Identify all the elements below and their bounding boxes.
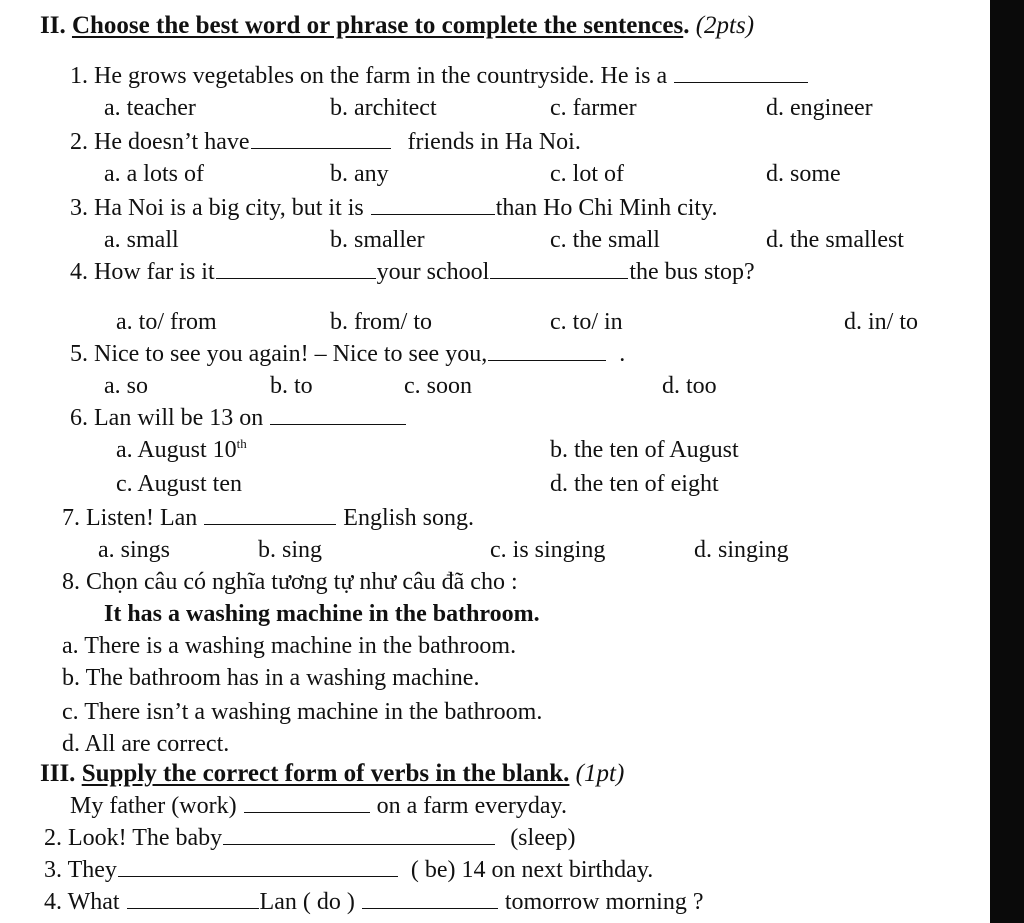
verb-item-1-pre: My father (work) xyxy=(70,793,237,819)
answer-blank xyxy=(223,826,495,845)
question-7-post: English song. xyxy=(343,505,474,531)
verb-item-1-post: on a farm everyday. xyxy=(376,793,567,819)
question-3-pre: 3. Ha Noi is a big city, but it is xyxy=(70,195,364,221)
right-edge-border xyxy=(990,0,1024,923)
q6-option-d: d. the ten of eight xyxy=(550,471,719,497)
question-4-post: the bus stop? xyxy=(629,259,755,285)
q7-option-b: b. sing xyxy=(258,537,323,563)
question-8-stem: 8. Chọn câu có nghĩa tương tự như câu đã cho : xyxy=(62,569,518,595)
answer-blank xyxy=(488,342,606,361)
verb-item-3-post: ( be) 14 on next birthday. xyxy=(410,857,654,883)
q5-option-b: b. to xyxy=(270,373,313,399)
q6-option-a xyxy=(116,436,247,464)
q2-option-c: c. lot of xyxy=(550,161,624,187)
section-2-title: Choose the best word or phrase to complete the sentences xyxy=(71,12,684,39)
question-3-post: than Ho Chi Minh city. xyxy=(495,195,718,221)
q8-option-a: a. There is a washing machine in the bathroom. xyxy=(62,633,517,659)
q7-option-a: a. sings xyxy=(98,537,170,563)
q1-option-d: d. engineer xyxy=(766,95,873,121)
answer-blank xyxy=(216,260,376,279)
question-5 xyxy=(70,340,625,368)
q5-option-c: c. soon xyxy=(404,373,472,399)
answer-blank xyxy=(204,506,336,525)
q2-option-d: d. some xyxy=(766,161,841,187)
question-7 xyxy=(62,504,474,532)
q3-option-c: c. the small xyxy=(550,227,660,253)
question-6-stem: 6. Lan will be 13 on xyxy=(70,405,264,431)
question-2-post: friends in Ha Noi. xyxy=(407,129,581,155)
verb-item-3-pre: 3. They xyxy=(44,857,117,883)
answer-blank xyxy=(270,406,406,425)
q8-option-c: c. There isn’t a washing machine in the bathroom. xyxy=(62,699,543,725)
q3-option-a: a. small xyxy=(104,227,179,253)
question-8-given-sentence: It has a washing machine in the bathroom. xyxy=(104,601,540,627)
section-3-numeral: III. xyxy=(40,760,76,787)
q7-option-c: c. is singing xyxy=(490,537,606,563)
section-3-title: Supply the correct form of verbs in the blank. xyxy=(81,760,570,787)
answer-blank xyxy=(127,890,259,909)
verb-item-4-post: tomorrow morning ? xyxy=(504,889,704,915)
question-2 xyxy=(70,128,581,156)
q1-option-b: b. architect xyxy=(330,95,437,121)
section-3-points: (1pt) xyxy=(575,760,625,787)
verb-item-2 xyxy=(44,824,575,852)
q6-option-a-sup: th xyxy=(236,436,247,451)
answer-blank xyxy=(244,794,370,813)
verb-item-3 xyxy=(44,856,653,884)
verb-item-2-post: (sleep) xyxy=(510,825,576,851)
question-5-post: . xyxy=(619,341,626,367)
q7-option-d: d. singing xyxy=(694,537,789,563)
question-1 xyxy=(70,62,809,90)
q6-option-a-text: a. August 10 xyxy=(116,437,237,463)
question-7-pre: 7. Listen! Lan xyxy=(62,505,198,531)
q2-option-b: b. any xyxy=(330,161,389,187)
q2-option-a: a. a lots of xyxy=(104,161,204,187)
question-2-pre: 2. He doesn’t have xyxy=(70,129,250,155)
question-3 xyxy=(70,194,718,222)
question-4-pre: 4. How far is it xyxy=(70,259,215,285)
answer-blank xyxy=(118,858,398,877)
answer-blank xyxy=(674,64,808,83)
section-2-heading xyxy=(40,12,754,40)
question-4 xyxy=(70,258,755,286)
section-2-numeral: II. xyxy=(40,12,66,39)
question-6 xyxy=(70,404,407,432)
q4-option-a: a. to/ from xyxy=(116,309,217,335)
question-1-stem: 1. He grows vegetables on the farm in the countryside. He is a xyxy=(70,63,668,89)
q8-option-d: d. All are correct. xyxy=(62,731,230,757)
q8-option-b: b. The bathroom has in a washing machine. xyxy=(62,665,480,691)
q4-option-c: c. to/ in xyxy=(550,309,623,335)
verb-item-4-pre: 4. What xyxy=(44,889,120,915)
verb-item-1 xyxy=(70,792,567,820)
question-4-mid: your school xyxy=(376,259,490,285)
q5-option-a: a. so xyxy=(104,373,148,399)
question-5-pre: 5. Nice to see you again! – Nice to see you, xyxy=(70,341,488,367)
verb-item-4 xyxy=(44,888,703,916)
q5-option-d: d. too xyxy=(662,373,717,399)
verb-item-4-mid: Lan ( do ) xyxy=(259,889,355,915)
answer-blank xyxy=(362,890,498,909)
q3-option-b: b. smaller xyxy=(330,227,425,253)
q4-option-b: b. from/ to xyxy=(330,309,432,335)
answer-blank xyxy=(251,130,391,149)
q3-option-d: d. the smallest xyxy=(766,227,904,253)
answer-blank xyxy=(490,260,628,279)
q4-option-d: d. in/ to xyxy=(844,309,919,335)
q1-option-a: a. teacher xyxy=(104,95,196,121)
answer-blank xyxy=(371,196,495,215)
section-2-dot: . xyxy=(683,12,690,39)
q6-option-b: b. the ten of August xyxy=(550,437,739,463)
section-3-heading xyxy=(40,760,624,788)
q6-option-c: c. August ten xyxy=(116,471,242,497)
q1-option-c: c. farmer xyxy=(550,95,637,121)
section-2-points: (2pts) xyxy=(695,12,755,39)
verb-item-2-pre: 2. Look! The baby xyxy=(44,825,223,851)
